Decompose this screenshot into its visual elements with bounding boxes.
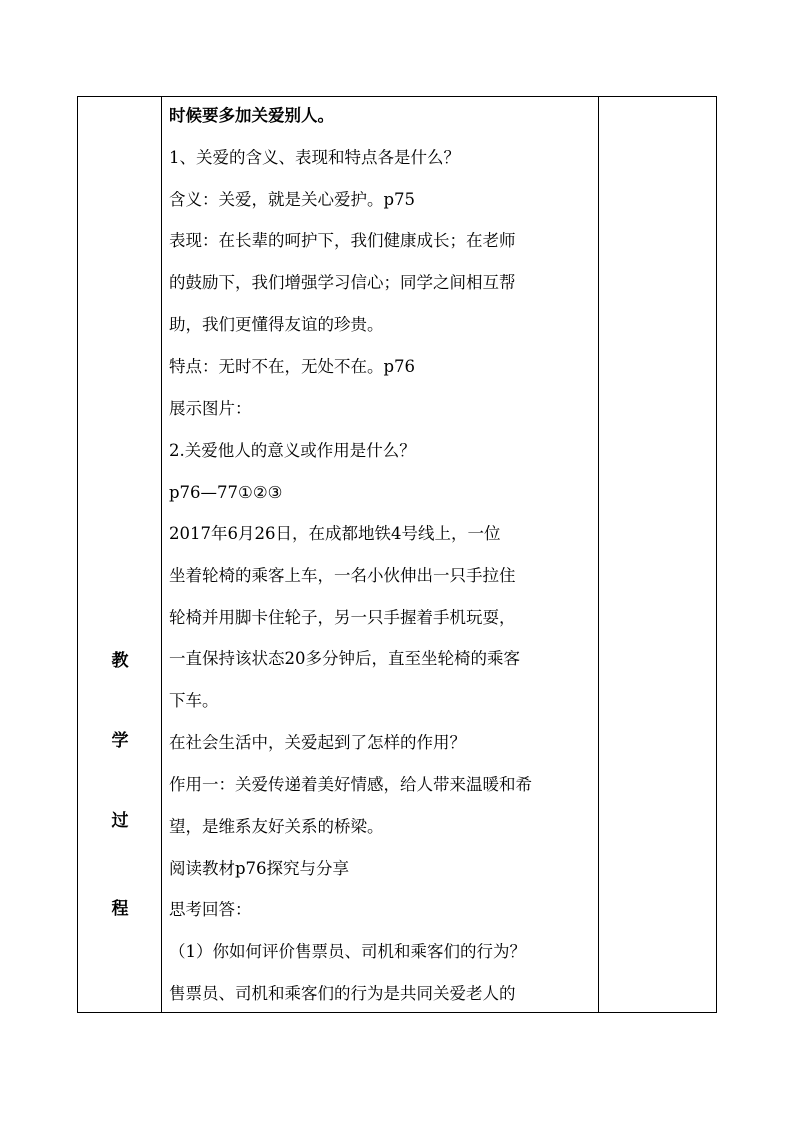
content-line: 轮椅并用脚卡住轮子，另一只手握着手机玩耍，: [169, 608, 516, 627]
content-line: 阅读教材p76探究与分享: [169, 859, 350, 878]
section-label-char: 程: [111, 899, 129, 919]
section-label-char: 学: [111, 731, 129, 751]
content-line: 望，是维系友好关系的桥梁。: [169, 817, 384, 836]
content-line: 2.关爱他人的意义或作用是什么？: [169, 441, 416, 460]
content-line: 时候要多加关爱别人。: [169, 106, 334, 125]
content-line: 展示图片：: [169, 399, 252, 418]
section-label-column: [78, 97, 162, 1012]
content-line: 特点：无时不在，无处不在。p76: [169, 357, 416, 376]
content-line: 助，我们更懂得友谊的珍贵。: [169, 315, 384, 334]
content-line: 的鼓励下，我们增强学习信心；同学之间相互帮: [169, 273, 516, 292]
section-label-char: 教: [111, 651, 129, 671]
section-label-char: 过: [111, 811, 129, 831]
content-line: 在社会生活中，关爱起到了怎样的作用？: [169, 733, 466, 752]
content-line: 2017年6月26日，在成都地铁4号线上，一位: [169, 524, 501, 543]
content-line: 一直保持该状态20多分钟后，直至坐轮椅的乘客: [169, 649, 520, 668]
lesson-table: [77, 96, 717, 1013]
content-line: 作用一：关爱传递着美好情感，给人带来温暖和希: [169, 775, 532, 794]
content-line: 含义：关爱，就是关心爱护。p75: [169, 190, 416, 209]
content-line: 思考回答：: [169, 900, 252, 919]
content-line: 表现：在长辈的呵护下，我们健康成长；在老师: [169, 231, 516, 250]
content-line: 下车。: [169, 691, 219, 710]
content-line: 1、关爱的含义、表现和特点各是什么？: [169, 148, 460, 167]
content-line: 坐着轮椅的乘客上车，一名小伙伸出一只手拉住: [169, 566, 516, 585]
content-line: p76—77①②③: [169, 483, 283, 502]
content-line: 售票员、司机和乘客们的行为是共同关爱老人的: [169, 984, 516, 1003]
teaching-content-column: [163, 97, 597, 1012]
content-line: （1）你如何评价售票员、司机和乘客们的行为？: [169, 942, 526, 961]
notes-column: [598, 97, 717, 1012]
